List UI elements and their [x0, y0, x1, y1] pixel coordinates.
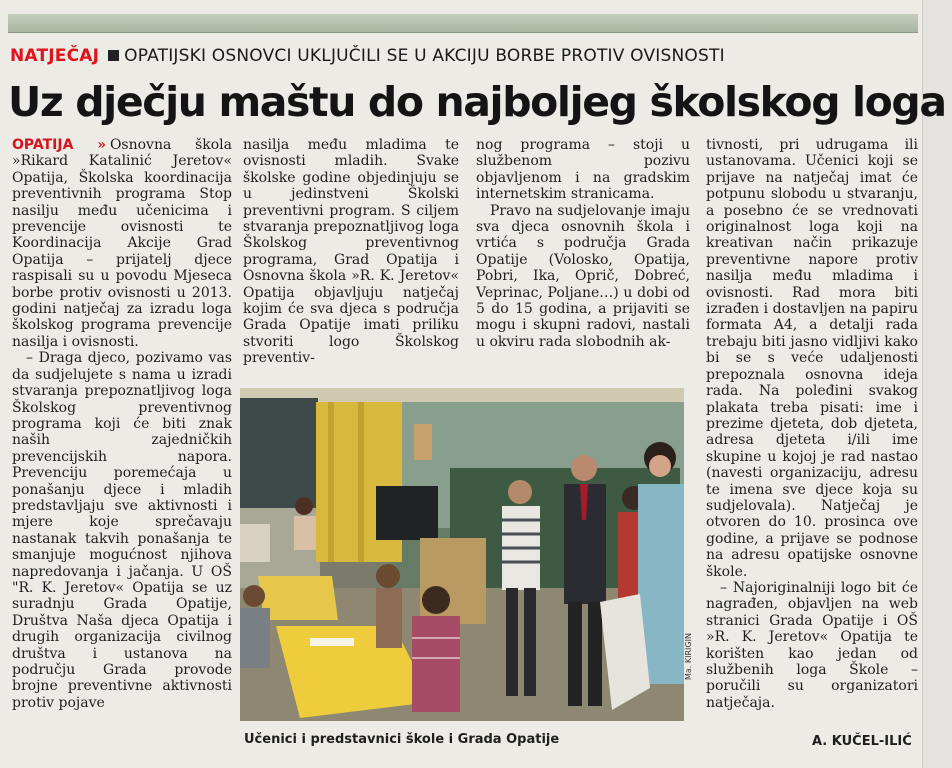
kicker-line [10, 46, 725, 66]
article-paragraph: tivnosti, pri udrugama ili ustanovama. Učenici koji se prijave na natječaj imat će potpunu slobodu u stvaranju, a posebno će se vrednovati originalnost loga koji na kreativan način prikazuje preventivne napore protiv nasilja među mladima i ovisnosti. Rad mora biti izrađen i dostavljen na papiru formata A4, a detalji rada trebaju biti jasno vidljivi kako bi se s veće udaljenosti prepoznala osnovna ideja rada. Na poleđini svakog plakata treba pisati: ime i prezime djeteta, dob djeteta, adresa djeteta i/ili ime skupine u kojoj je rad nastao (navesti organizaciju, adresu te imena sve djece koja su sudjelovala). Natječaj je otvoren do 10. prosinca ove godine, a prijave se podnose na adresu opatijske osnovne škole. [706, 137, 918, 580]
author-byline: A. KUČEL-ILIĆ [812, 734, 912, 749]
top-color-band [8, 14, 918, 33]
article-column-4 [706, 137, 918, 711]
article-paragraph: Pravo na sudjelovanje imaju sva djeca osnovnih škola i vrtića s područja Grada Opatije (Volosko, Opatija, Pobri, Ika, Oprič, Dobreć, Veprinac, Poljane…) u dobi od 5 do 15 godina, a prijaviti se mogu i skupni radovi, nastali u okviru rada slobodnih ak- [476, 202, 690, 350]
classroom-illustration [240, 388, 684, 721]
article-paragraph [12, 137, 232, 350]
classroom-photo [240, 388, 684, 721]
photo-caption: Učenici i predstavnici škole i Grada Opatije [244, 732, 560, 747]
headline: Uz dječju maštu do najboljeg školskog loga [8, 78, 946, 126]
article-column-3 [476, 137, 690, 350]
article-column-2 [243, 137, 459, 367]
article-paragraph: nog programa – stoji u službenom pozivu objavljenom i na gradskim internetskim stranicama. [476, 137, 690, 203]
kicker-text: OPATIJSKI OSNOVCI UKLJUČILI SE U AKCIJU BORBE PROTIV OVISNOSTI [124, 46, 725, 66]
paragraph-text: Osnovna škola »Rikard Katalinić Jeretov« Opatija, Školska koordinacija preventivnih programa Stop nasilju među učenicima i prevencije ovisnosti te Koordinacija Akcije Grad Opatija – prijatelj djece raspisali su u povodu Mjeseca borbe protiv ovisnosti u 2013. godini natječaj za izradu loga školskog programa prevencije nasilja i ovisnosti. [12, 137, 232, 350]
square-bullet-icon [108, 50, 119, 61]
article-paragraph: – Najoriginalniji logo bit će nagrađen, objavljen na web stranici Grada Opatije i OŠ »R. K. Jeretov« Opatija te korišten kao jedan od službenih loga Škole – poručili su organizatori natječaja. [706, 579, 918, 711]
dateline: OPATIJA [12, 137, 74, 153]
article-paragraph: nasilja među mladima te ovisnosti mladih. Svake školske godine objedinjuju se u jedinstveni Školski preventivni program. S ciljem stvaranja prepoznatljivog loga Školskog preventivnog programa, Grad Opatija i Osnovna škola »R. K. Jeretov« Opatija objavljuju natječaj kojim će sva djeca s područja Grada Opatije imati priliku stvoriti logo Školskog preventiv- [243, 137, 459, 367]
photo-credit: Ma. KIRIGIN [684, 633, 693, 680]
section-tag: NATJEČAJ [10, 46, 100, 66]
article-column-1 [12, 137, 232, 711]
article-paragraph: – Draga djeco, pozivamo vas da sudjelujete s nama u izradi stvaranja prepoznatljivog loga Školskog preventivnog programa koji će biti znak naših zajedničkih prevencijskih napora. Prevenciju poremećaja u ponašanju djece i mladih predstavljaju sve aktivnosti i mjere koje sprečavaju nastanak takvih ponašanja te smanjuje mogućnost njihova napredovanja i jačanja. U OŠ "R. K. Jeretov« Opatija se uz suradnju Grada Opatije, Društva Naša djeca Opatija i drugih organizacija civilnog društva i ustanova na području Grada provode brojne preventivne aktivnosti protiv pojave [12, 350, 232, 711]
double-arrow-icon: » [97, 137, 106, 153]
